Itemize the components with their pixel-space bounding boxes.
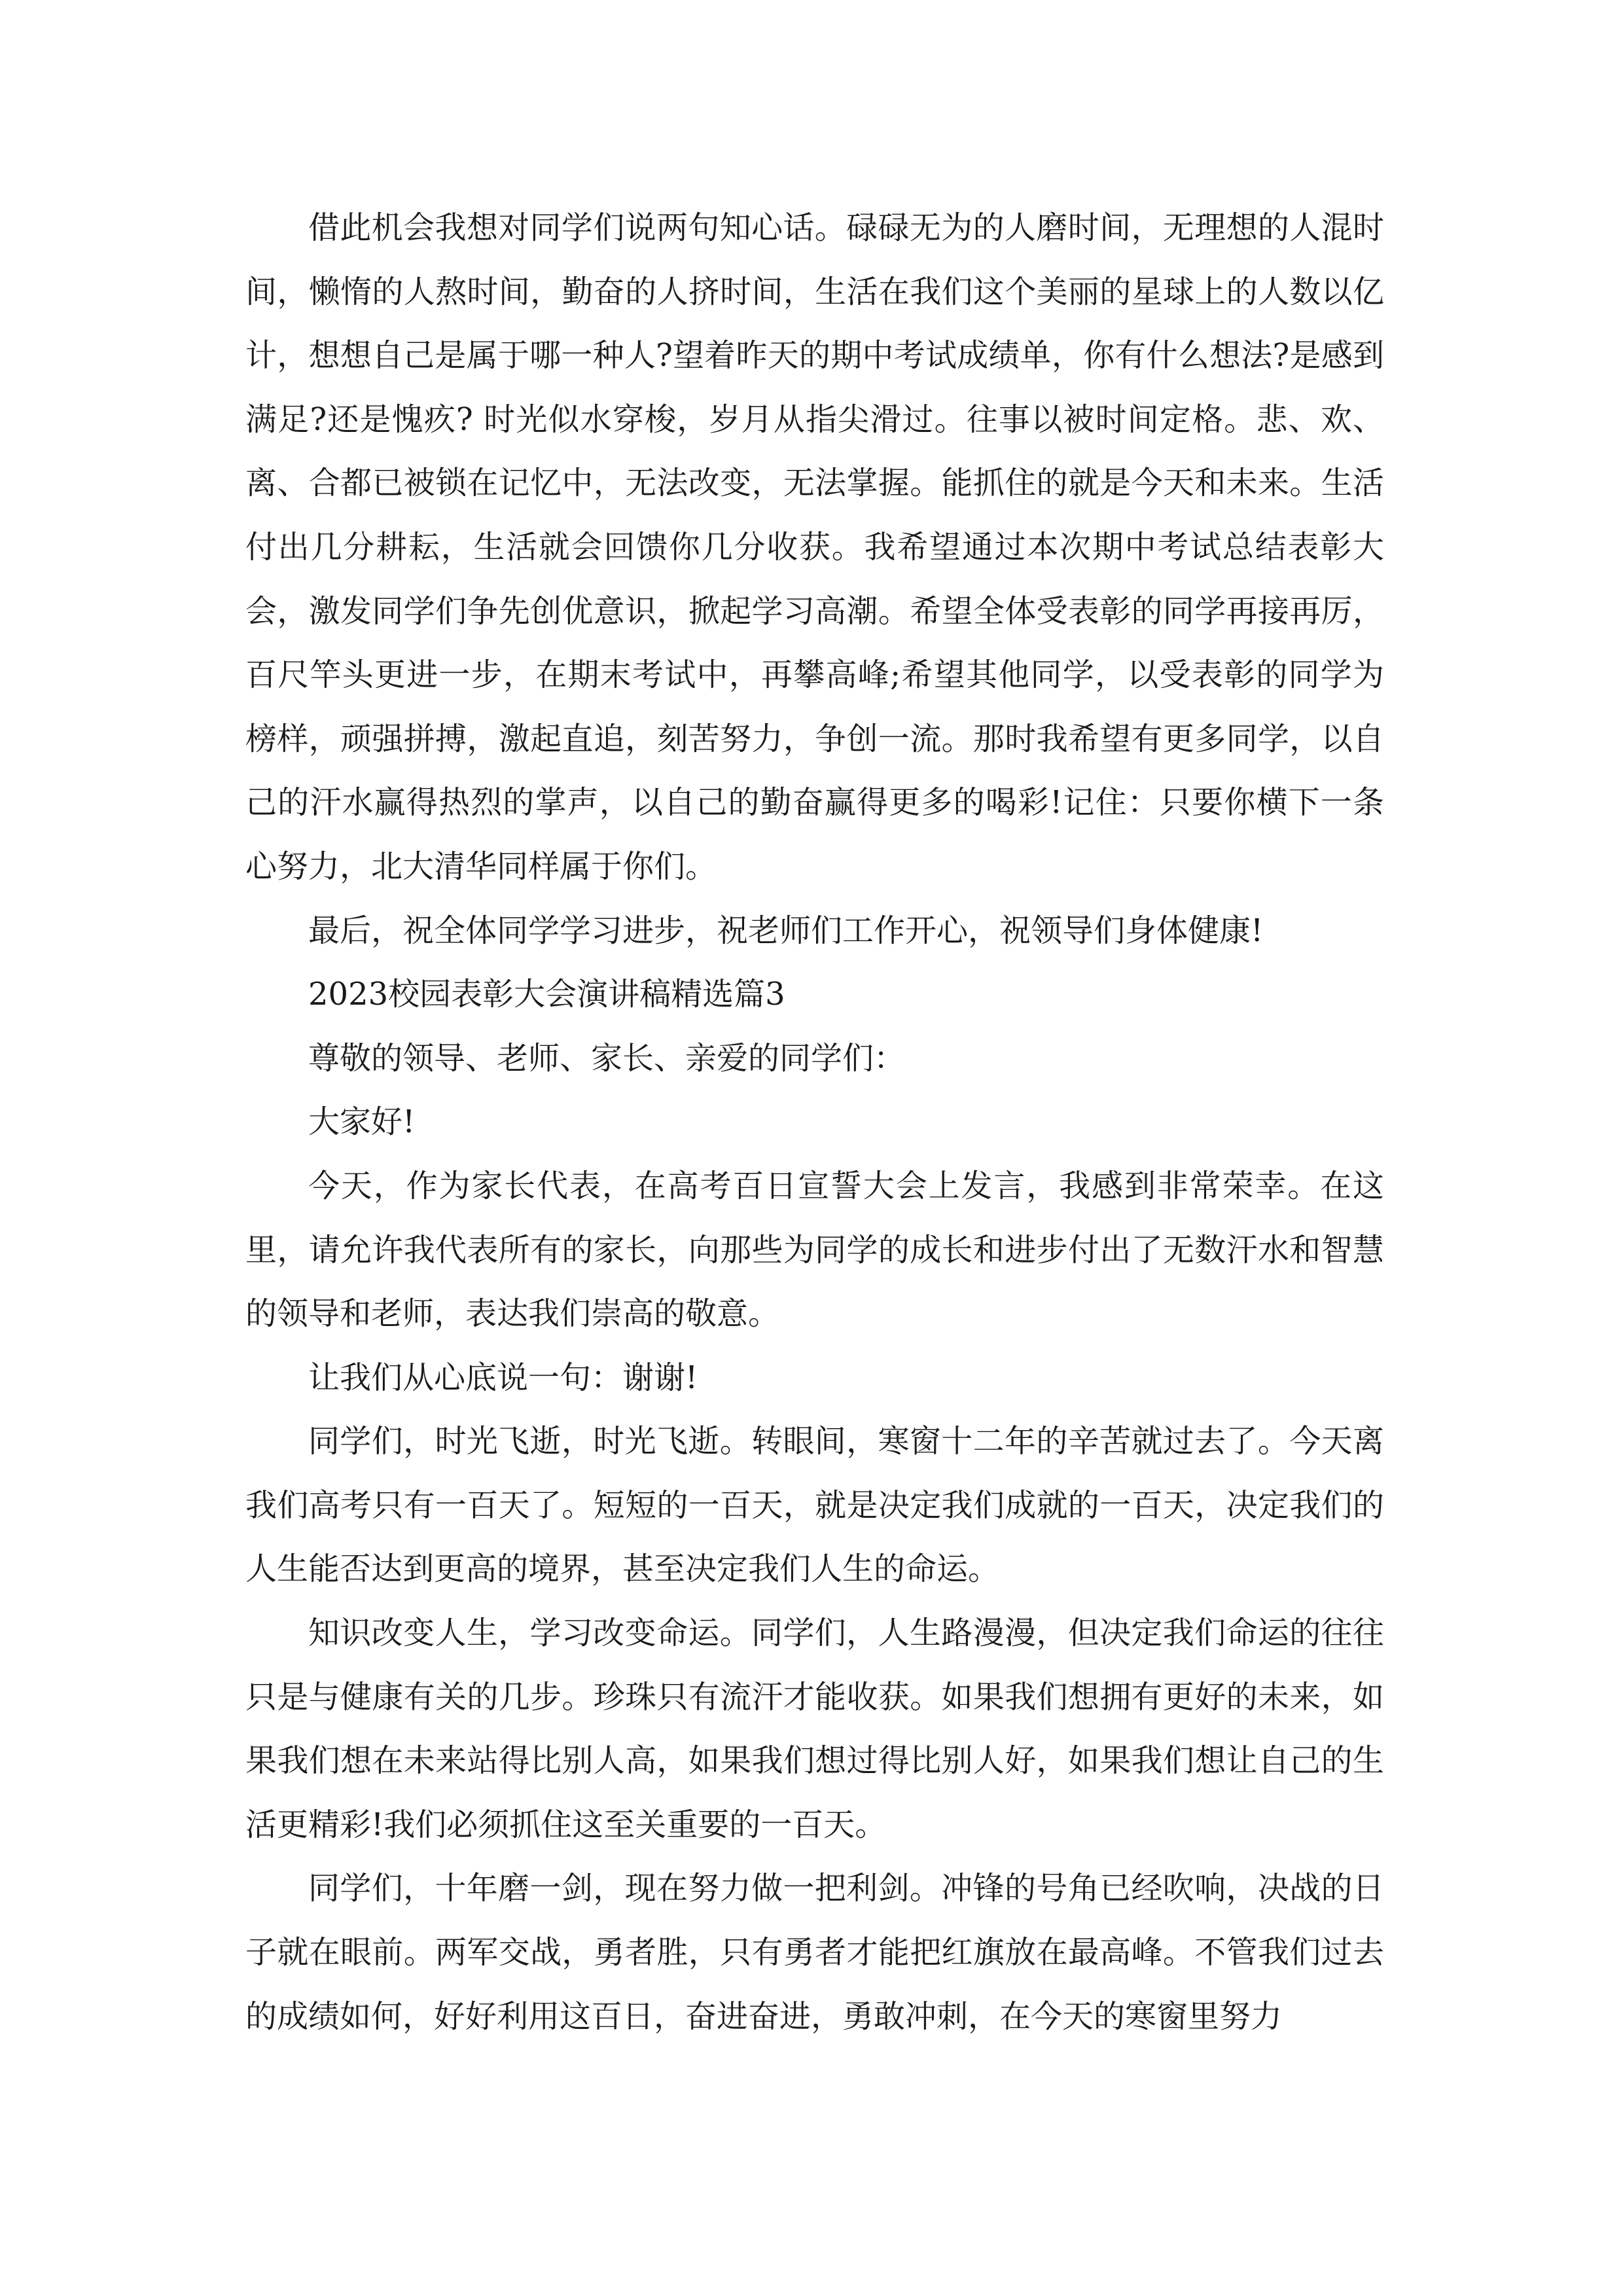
paragraph-sword: 同学们，十年磨一剑，现在努力做一把利剑。冲锋的号角已经吹响，决战的日子就在眼前。两军交战，勇者胜，只有勇者才能把红旗放在最高峰。不管我们过去的成绩如何，好好利用这百日，奋进奋进，勇敢冲刺，在今天的寒窗里努力 xyxy=(245,1870,1384,2035)
paragraph-time: 同学们，时光飞逝，时光飞逝。转眼间，寒窗十二年的辛苦就过去了。今天离我们高考只有一百天了。短短的一百天，就是决定我们成就的一百天，决定我们的人生能否达到更高的境界，甚至决定我们人生的命运。 xyxy=(245,1423,1384,1588)
section-heading: 2023校园表彰大会演讲稿精选篇3 xyxy=(308,976,785,1013)
paragraph-closing-wishes: 最后，祝全体同学学习进步，祝老师们工作开心，祝领导们身体健康! xyxy=(308,912,1264,949)
paragraph-greeting: 大家好! xyxy=(308,1103,416,1141)
paragraph-salutation: 尊敬的领导、老师、家长、亲爱的同学们： xyxy=(308,1039,906,1077)
paragraph-advice: 借此机会我想对同学们说两句知心话。碌碌无为的人磨时间，无理想的人混时间，懒惰的人熬时间，勤奋的人挤时间，生活在我们这个美丽的星球上的人数以亿计，想想自己是属于哪一种人?望着昨天的期中考试成绩单，你有什么想法?是感到满足?还是愧疚? 时光似水穿梭，岁月从指尖滑过。往事以被时间定格。悲、欢、离、合都已被锁在记忆中，无法改变，无法掌握。能抓住的就是今天和未来。生活付出几分耕耘，生活就会回馈你几分收获。我希望通过本次期中考试总结表彰大会，激发同学们争先创优意识，掀起学习高潮。希望全体受表彰的同学再接再厉，百尺竿头更进一步，在期末考试中，再攀高峰;希望其他同学，以受表彰的同学为榜样，顽强拼搏，激起直追，刻苦努力，争创一流。那时我希望有更多同学，以自己的汗水赢得热烈的掌声，以自己的勤奋赢得更多的喝彩!记住：只要你横下一条心努力，北大清华同样属于你们。 xyxy=(245,209,1384,885)
paragraph-knowledge: 知识改变人生，学习改变命运。同学们，人生路漫漫，但决定我们命运的往往只是与健康有关的几步。珍珠只有流汗才能收获。如果我们想拥有更好的未来，如果我们想在未来站得比别人高，如果我们想过得比别人好，如果我们想让自己的生活更精彩!我们必须抓住这至关重要的一百天。 xyxy=(245,1615,1384,1843)
document-body xyxy=(245,196,1384,2049)
paragraph-introduction: 今天，作为家长代表，在高考百日宣誓大会上发言，我感到非常荣幸。在这里，请允许我代表所有的家长，向那些为同学的成长和进步付出了无数汗水和智慧的领导和老师，表达我们崇高的敬意。 xyxy=(245,1167,1384,1333)
paragraph-thanks: 让我们从心底说一句：谢谢! xyxy=(308,1359,698,1396)
